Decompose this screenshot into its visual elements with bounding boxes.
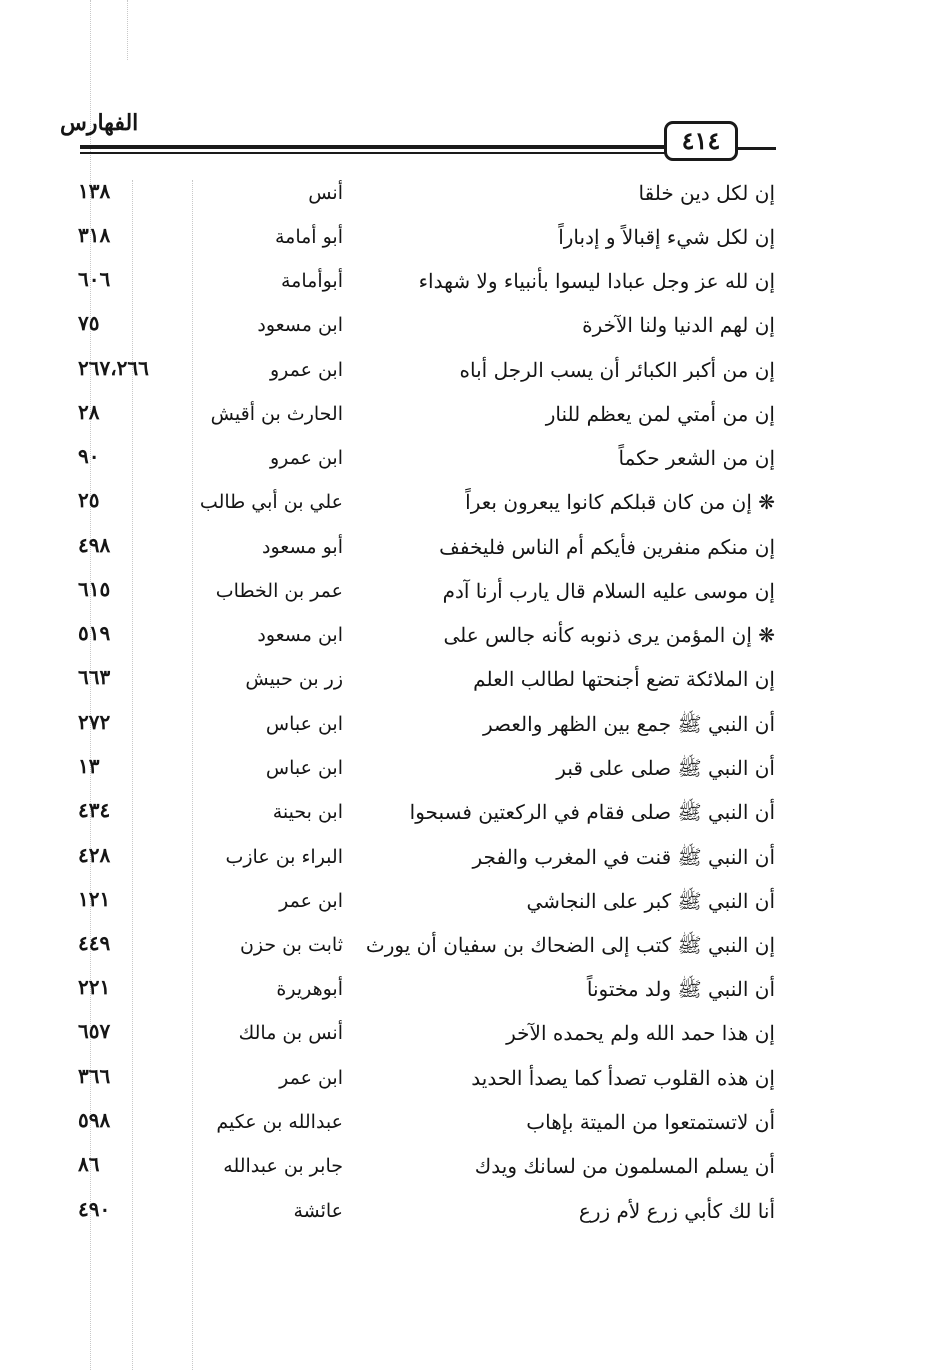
page-ref: ٣٦٦ (78, 1064, 111, 1088)
index-row (0, 487, 943, 531)
hadith-text: إن من أمتي لمن يعظم للنار (545, 402, 775, 426)
page-ref: ٣١٨ (78, 223, 111, 247)
index-row (0, 842, 943, 886)
index-row (0, 178, 943, 222)
index-row (0, 753, 943, 797)
narrator: أبوهريرة (276, 978, 343, 1000)
narrator: ابن عباس (265, 757, 343, 779)
header-rule-right (738, 147, 776, 150)
page-ref: ٤٩٠ (78, 1197, 111, 1221)
hadith-text: أن النبي ﷺ جمع بين الظهر والعصر (483, 712, 775, 736)
index-row (0, 1063, 943, 1107)
index-row (0, 886, 943, 930)
narrator: زر بن حبيش (245, 668, 343, 690)
narrator: البراء بن عازب (225, 846, 343, 868)
hadith-text: إن منكم منفرين فأيكم أم الناس فليخفف (439, 535, 775, 559)
index-row (0, 576, 943, 620)
page-ref: ٢٥ (78, 488, 100, 512)
narrator: ابن مسعود (257, 624, 343, 646)
index-row (0, 222, 943, 266)
page-ref: ٤٤٩ (78, 931, 111, 955)
header-rule-thin (80, 152, 665, 154)
page-number: ٤١٤ (664, 121, 738, 161)
narrator: ابن عمر (279, 890, 343, 912)
index-row (0, 355, 943, 399)
narrator: ابن عمر (279, 1067, 343, 1089)
narrator: ابن عمرو (269, 447, 343, 469)
index-row (0, 1107, 943, 1151)
hadith-text: أن النبي ﷺ صلى على قبر (556, 756, 775, 780)
hadith-text: إن لهم الدنيا ولنا الآخرة (582, 313, 775, 337)
narrator: أبو مسعود (262, 536, 343, 558)
narrator: ابن بحينة (272, 801, 343, 823)
page-ref: ٢٢١ (78, 975, 111, 999)
header-rule (80, 145, 665, 149)
hadith-text: أنا لك كأبي زرع لأم زرع (578, 1199, 775, 1223)
hadith-text: أن لاتستمتعوا من الميتة بإهاب (526, 1110, 775, 1134)
hadith-text: ❋ إن المؤمن يرى ذنوبه كأنه جالس على (443, 623, 775, 647)
hadith-text: إن لكل دين خلقا (638, 181, 775, 205)
page-ref: ٢٨ (78, 400, 100, 424)
page-ref: ١٢١ (78, 887, 111, 911)
narrator: أنس (308, 182, 343, 204)
narrator: ابن مسعود (257, 314, 343, 336)
column-guide (127, 0, 128, 60)
index-row (0, 399, 943, 443)
narrator: جابر بن عبدالله (223, 1155, 343, 1177)
hadith-text: إن لكل شيء إقبالاً و إدباراً (558, 225, 775, 249)
page-ref: ٩٠ (78, 444, 100, 468)
index-row (0, 930, 943, 974)
hadith-text: أن النبي ﷺ ولد مختوناً (586, 977, 775, 1001)
narrator: علي بن أبي طالب (199, 491, 343, 513)
index-row (0, 443, 943, 487)
index-row (0, 974, 943, 1018)
narrator: الحارث بن أقيش (210, 403, 343, 425)
section-title: الفهارس (60, 110, 139, 136)
hadith-text: إن هذا حمد الله ولم يحمده الآخر (506, 1021, 775, 1045)
page-ref: ٨٦ (78, 1152, 100, 1176)
page-ref: ٦١٥ (78, 577, 111, 601)
page-ref: ٤٣٤ (78, 798, 111, 822)
hadith-text: أن النبي ﷺ صلى فقام في الركعتين فسبحوا (409, 800, 775, 824)
narrator: أنس بن مالك (238, 1022, 343, 1044)
page-ref: ١٣٨ (78, 179, 111, 203)
page-ref: ٦٥٧ (78, 1019, 111, 1043)
narrator: ابن عباس (265, 713, 343, 735)
narrator: ثابت بن حزن (239, 934, 343, 956)
page-ref: ١٣ (78, 754, 100, 778)
hadith-text: إن من أكبر الكبائر أن يسب الرجل أباه (459, 358, 775, 382)
narrator: عبدالله بن عكيم (216, 1111, 343, 1133)
index-row (0, 1196, 943, 1240)
page-ref: ٢٦٧،٢٦٦ (78, 356, 149, 380)
narrator: أبو أمامة (274, 226, 343, 248)
page-ref: ٧٥ (78, 311, 100, 335)
index-row (0, 532, 943, 576)
narrator: عمر بن الخطاب (215, 580, 343, 602)
index-row (0, 664, 943, 708)
index-row (0, 266, 943, 310)
index-row (0, 1151, 943, 1195)
hadith-text: أن يسلم المسلمون من لسانك ويدك (474, 1154, 775, 1178)
hadith-text: ❋ إن من كان قبلكم كانوا يبعرون بعراً (465, 490, 775, 514)
hadith-text: إن موسى عليه السلام قال يارب أرنا آدم (442, 579, 775, 603)
page-ref: ٤٢٨ (78, 843, 111, 867)
hadith-text: إن هذه القلوب تصدأ كما يصدأ الحديد (471, 1066, 775, 1090)
narrator: عائشة (293, 1200, 343, 1222)
narrator: أبوأمامة (281, 270, 343, 292)
index-row (0, 709, 943, 753)
page-ref: ٥٩٨ (78, 1108, 111, 1132)
page-ref: ٦٦٣ (78, 665, 111, 689)
hadith-text: أن النبي ﷺ قنت في المغرب والفجر (472, 845, 775, 869)
hadith-text: إن من الشعر حكماً (618, 446, 775, 470)
index-row (0, 310, 943, 354)
page-ref: ٥١٩ (78, 621, 111, 645)
hadith-text: أن النبي ﷺ كبر على النجاشي (526, 889, 775, 913)
hadith-text: إن لله عز وجل عبادا ليسوا بأنبياء ولا شهداء (418, 269, 775, 293)
index-row (0, 1018, 943, 1062)
index-row (0, 620, 943, 664)
hadith-text: إن الملائكة تضع أجنحتها لطالب العلم (473, 667, 775, 691)
index-row (0, 797, 943, 841)
page-ref: ٢٧٢ (78, 710, 111, 734)
page-ref: ٦٠٦ (78, 267, 111, 291)
hadith-text: إن النبي ﷺ كتب إلى الضحاك بن سفيان أن يورث (365, 933, 775, 957)
page-ref: ٤٩٨ (78, 533, 111, 557)
narrator: ابن عمرو (269, 359, 343, 381)
